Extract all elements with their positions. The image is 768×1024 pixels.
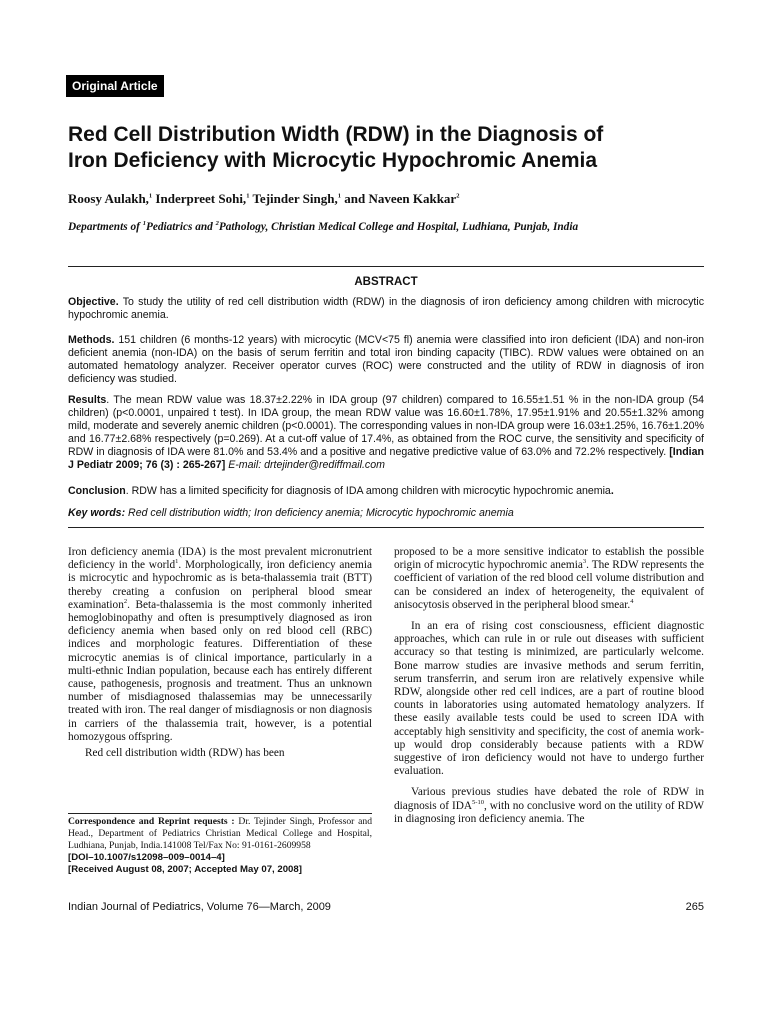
doi: [DOI–10.1007/s12098–009–0014–4] <box>68 852 225 863</box>
citation: [Indian J Pediatr 2009; 76 (3) : 265-267] <box>68 446 704 471</box>
body-column-left <box>68 546 372 760</box>
body-paragraph: proposed to be a more sensitive indicator to establish the possible origin of microcytic hypochromic anemia$^3$. The RDW represents the coefficient of variation of the red blood cell volume distribution and can be considered an index of heterogeneity, the equivalent of anisocytosis observed in the peripheral blood smear.$^4$ <box>394 546 704 611</box>
title-line-1: Red Cell Distribution Width (RDW) in the Diagnosis of <box>68 123 604 146</box>
page-number: 265 <box>685 901 704 913</box>
author-4: Naveen Kakkar <box>368 191 457 206</box>
author-2: Inderpreet Sohi, <box>155 191 247 206</box>
abstract-bottom-rule <box>68 527 704 528</box>
author-3: Tejinder Singh, <box>252 191 338 206</box>
abstract-methods: Methods. 151 children (6 months-12 years) with microcytic (MCV<75 fl) anemia were classified into iron deficient (IDA) and non-iron deficient anemia (non-IDA) on the basis of serum ferritin and total iron binding capacity (TIBC). RDW values were obtained on an automated hematology analyzer. Receiver operator curves (ROC) were constructed and the utility of RDW in diagnosis of iron deficiency was studied. <box>68 334 704 385</box>
journal-footer: Indian Journal of Pediatrics, Volume 76—March, 2009 <box>68 901 331 913</box>
keywords: Key words: Red cell distribution width; Iron deficiency anemia; Microcytic hypochromic anemia <box>68 507 514 519</box>
abstract-objective: Objective. To study the utility of red cell distribution width (RDW) in the diagnosis of iron deficiency among children with microcytic hypochromic anemia. <box>68 296 704 321</box>
article-title <box>68 122 708 174</box>
body-paragraph: Iron deficiency anemia (IDA) is the most prevalent micronutrient deficiency in the world$^1$. Morphologically, iron deficiency anemia is microcytic and hypochromic as is beta-thalassemia trait (BTT) thereby creating a confusion on peripheral blood smear examination$^2$. Beta-thalassemia is the most commonly inherited hemoglobinopathy and often is presumptively diagnosed as iron deficiency anemia when based only on red blood cell (RBC) indices and morphologic features. Differentiation of these microcytic anemias is of clinical importance, particularly in a multi-ethnic Indian population, because each has entirely different cause, pathogenesis, prognosis and treatment. Thus an unknown number of misdiagnosed thalassemias may be unnecessarily treated with iron. The real danger of misdiagnosis or non diagnosis in carriers of the thalassemia trait, however, is a potential homozygous offspring. <box>68 546 372 743</box>
correspondence-note: Correspondence and Reprint requests : Dr. Tejinder Singh, Professor and Head., Department of Pediatrics Christian Medical College and Hospital, Ludhiana, Punjab, India.141008 Tel/Fax No: 91-0161-2609958 [DOI–10.1007/s12098–009–0014–4] [Received August 08, 2007; Accepted May 07, 2008] <box>68 816 372 875</box>
footnote-separator <box>68 813 372 814</box>
body-paragraph: Various previous studies have debated the role of RDW in diagnosis of IDA$^{5-10}$, with no conclusive word on the utility of RDW in diagnosing iron deficiency anemia. The <box>394 786 704 825</box>
title-line-2: Iron Deficiency with Microcytic Hypochromic Anemia <box>68 149 598 172</box>
body-column-right <box>394 546 704 826</box>
contact-email: E-mail: drtejinder@rediffmail.com <box>228 459 385 471</box>
author-list: Roosy Aulakh,$^1$ Inderpreet Sohi,$^1$ Tejinder Singh,$^1$ and Naveen Kakkar$^2$ <box>68 191 460 206</box>
abstract-conclusion: Conclusion. RDW has a limited specificity for diagnosis of IDA among children with microcytic hypochromic anemia. <box>68 485 614 497</box>
author-1: Roosy Aulakh, <box>68 191 149 206</box>
abstract-top-rule <box>68 266 704 267</box>
body-paragraph: Red cell distribution width (RDW) has been <box>85 747 285 760</box>
received-accepted-dates: [Received August 08, 2007; Accepted May 07, 2008] <box>68 864 302 875</box>
abstract-heading: ABSTRACT <box>354 276 418 288</box>
body-paragraph: In an era of rising cost consciousness, efficient diagnostic approaches, which can rule in or rule out diseases with sufficient accuracy so that testing is minimized, are particularly welcome. Bone marrow studies are invasive methods and serum ferritin, serum transferrin, and serum iron are relatively expensive while RDW, alongside other red cell indices, are a part of routine blood counts in laboratories using automated hematology analyzers. If these easily available tests could be used to screen IDA with acceptably high sensitivity and specificity, the cost of anemia work-up would drop considerably because patients with a RDW suggestive of iron deficiency would not have to undergo further evaluation. <box>394 620 704 778</box>
article-type-badge: Original Article <box>66 75 164 97</box>
affiliations: Departments of $^1$Pediatrics and $^2$Pathology, Christian Medical College and Hospital, Ludhiana, Punjab, India <box>68 220 579 233</box>
abstract-results: Results. The mean RDW value was 18.37±2.22% in IDA group (97 children) compared to 16.55±1.51 % in the non-IDA group (54 children) (p<0.0001, unpaired t test). In IDA group, the mean RDW value was 16.60±1.78%, 17.95±1.91% and 20.55±1.32% among mild, moderate and severely anemic children (p<0.0001). The corresponding values in non-IDA group were 16.03±1.25%, 16.76±1.20% and 16.77±2.68% respectively (p=0.269). At a cut-off value of 17.4%, as obtained from the ROC curve, the sensitivity and specificity of RDW in diagnosis of IDA were 81.0% and 53.4% and a positive and negative predictive value of 63.0% and 72.2% respectively. [Indian J Pediatr 2009; 76 (3) : 265-267] E-mail: drtejinder@rediffmail.com <box>68 394 704 471</box>
